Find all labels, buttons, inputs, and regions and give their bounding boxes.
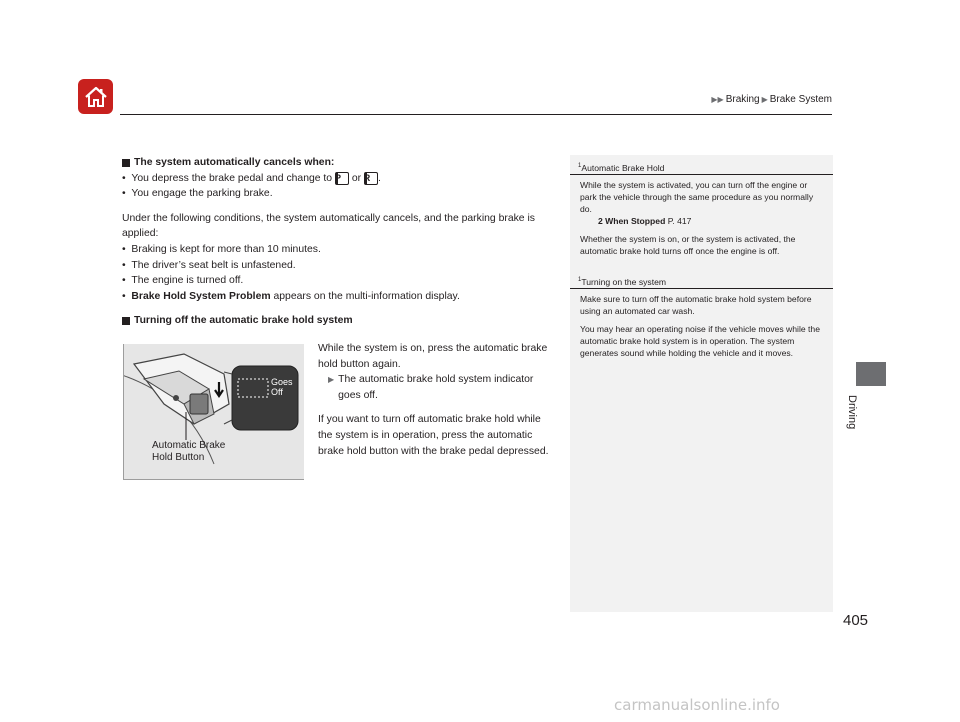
paragraph: Under the following conditions, the system automatically cancels, and the parking brake is applied: — [122, 212, 535, 240]
square-bullet-icon — [122, 159, 130, 167]
section-heading: The system automatically cancels when: — [122, 155, 554, 171]
note-body: While the system is activated, you can turn off the engine or park the vehicle through the same procedure as you normally do. 2 When Stopped P. 417 Whether the system is on, or the system is activated, the automatic brake hold turns off once the engine is off. — [570, 175, 833, 257]
note-body: Make sure to turn off the automatic brake hold system before using an automated car wash. You may hear an operating noise if the vehicle moves while the automatic brake hold system is in operation. The system generates sound while holding the vehicle and it moves. — [580, 293, 820, 358]
paragraph: If you want to turn off automatic brake hold while the system is in operation, press the automatic brake hold button with the brake pedal depressed. — [318, 414, 549, 457]
breadcrumb-item[interactable]: Braking — [725, 94, 760, 105]
notes-panel — [570, 155, 833, 612]
list-item: • The driver’s seat belt is unfastened. — [122, 259, 296, 271]
figure-side-text — [318, 341, 553, 459]
note-heading: $^1$Automatic Brake Hold — [570, 161, 833, 175]
result-item: ▶ The automatic brake hold system indicator goes off. — [318, 372, 553, 403]
cross-reference-link[interactable]: 2 When Stopped P. 417 — [598, 215, 692, 226]
list-item: • You depress the brake pedal and change to P or R . — [122, 172, 381, 184]
breadcrumb-arrow-icon: ▶ — [761, 95, 768, 104]
goes-off-label: Goes Off — [271, 377, 293, 397]
side-tab-marker[interactable] — [856, 362, 886, 386]
paragraph: While the system is on, press the automatic brake hold button again. — [318, 343, 548, 370]
home-button[interactable] — [78, 79, 113, 114]
figure-callout: Automatic Brake Hold Button — [152, 440, 226, 463]
list-item: • The engine is turned off. — [122, 275, 244, 287]
brake-hold-button-figure — [123, 344, 304, 480]
list-item: • You engage the parking brake. — [122, 188, 273, 200]
section-heading: Turning off the automatic brake hold system — [122, 313, 554, 329]
gear-r-key-icon: R — [364, 172, 378, 185]
home-icon — [83, 84, 109, 110]
breadcrumb-item[interactable]: Brake System — [769, 94, 832, 105]
square-bullet-icon — [122, 317, 130, 325]
side-tab-label: Driving — [846, 395, 858, 430]
list-item: • Brake Hold System Problem appears on the multi-information display. — [122, 290, 460, 302]
gear-p-key-icon: P — [335, 172, 349, 185]
main-content — [122, 155, 554, 329]
note-heading: $^1$Turning on the system — [570, 275, 833, 289]
result-arrow-icon: ▶ — [328, 375, 335, 385]
header-rule — [120, 114, 832, 115]
xref-icon: 2 — [598, 215, 606, 226]
breadcrumb — [711, 94, 832, 105]
breadcrumb-arrow-icon: ▶▶ — [711, 95, 724, 104]
list-item: • Braking is kept for more than 10 minutes. — [122, 243, 321, 255]
watermark: carmanualsonline.info — [614, 696, 780, 714]
page-number: 405 — [843, 612, 869, 629]
